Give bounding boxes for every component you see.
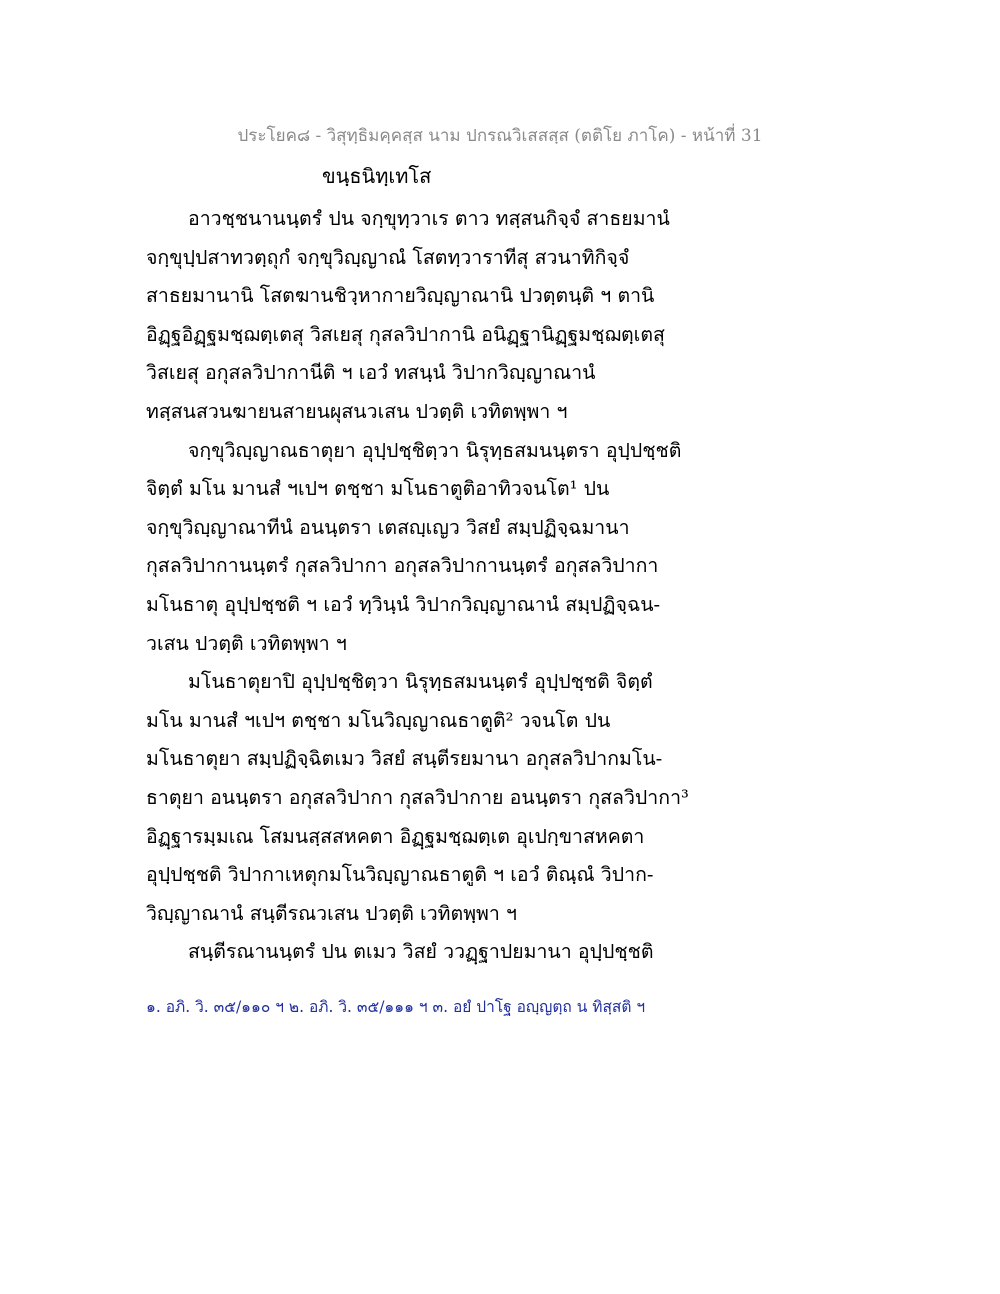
text-line: จกฺขุวิญฺญาณาทีนํ อนนฺตรา เตสญฺเญว วิสยํ สมฺปฏิจฺฉมานา [146,515,630,539]
running-header: ประโยค๘ - วิสุทฺธิมคฺคสฺส นาม ปกรณวิเสสสฺส (ตติโย ภาโค) - หน้าที่ 31 [237,126,763,146]
text-line: มโนธาตุ อุปฺปชฺชติ ฯ เอวํ ทฺวินฺนํ วิปากวิญฺญาณานํ สมฺปฏิจฺฉน- [146,592,661,616]
text-line: ธาตุยา อนนฺตรา อกุสลวิปากา กุสลวิปากาย อนนฺตรา กุสลวิปากา³ [146,785,689,809]
text-line: กุสลวิปากานนฺตรํ กุสลวิปากา อกุสลวิปากานนฺตรํ อกุสลวิปากา [146,554,659,578]
text-line: สาธยมานานิ โสตฆานชิวฺหากายวิญฺญาณานิ ปวตฺตนฺติ ฯ ตานิ [146,284,655,308]
text-line: มโนธาตุยาปิ อุปฺปชฺชิตฺวา นิรุทฺธสมนนฺตรํ อุปฺปชฺชติ จิตฺตํ [188,670,653,694]
body-text [146,200,689,972]
text-line: อุปฺปชฺชติ วิปากาเหตุกมโนวิญฺญาณธาตูติ ฯ เอวํ ติณฺณํ วิปาก- [146,863,654,887]
text-line: อิฏฺฐารมฺมเณ โสมนสฺสสหคตา อิฏฺฐมชฺฌตฺเต อุเปกฺขาสหคตา [146,824,645,848]
text-line: วิสเยสุ อกุสลวิปากานีติ ฯ เอวํ ทสนฺนํ วิปากวิญฺญาณานํ [146,361,596,385]
text-line: จกฺขุวิญฺญาณธาตุยา อุปฺปชฺชิตฺวา นิรุทฺธสมนนฺตรา อุปฺปชฺชติ [188,438,682,462]
text-line: อิฏฺฐอิฏฺฐมชฺฌตฺเตสุ วิสเยสุ กุสลวิปากานิ อนิฏฺฐานิฏฺฐมชฺฌตฺเตสุ [146,322,665,346]
text-line: วเสน ปวตฺติ เวทิตพฺพา ฯ [146,631,347,655]
text-line: มโน มานสํ ฯเปฯ ตชฺชา มโนวิญฺญาณธาตูติ² วจนโต ปน [146,708,611,732]
text-line: วิญฺญาณานํ สนฺตีรณวเสน ปวตฺติ เวทิตพฺพา ฯ [146,901,517,925]
text-line: ทสฺสนสวนฆายนสายนผุสนวเสน ปวตฺติ เวทิตพฺพา ฯ [146,399,568,423]
section-title: ขนฺธนิทฺเทโส [322,164,432,188]
text-line: จิตฺตํ มโน มานสํ ฯเปฯ ตชฺชา มโนธาตูติอาทิวจนโต¹ ปน [146,477,610,501]
text-line: อาวชฺชนานนฺตรํ ปน จกฺขุทฺวาเร ตาว ทสฺสนกิจฺจํ สาธยมานํ [188,207,670,230]
text-line: มโนธาตุยา สมฺปฏิจฺฉิตเมว วิสยํ สนฺตีรยมานา อกุสลวิปากมโน- [146,747,663,771]
footnote: ๑. อภิ. วิ. ๓๕/๑๑๐ ฯ ๒. อภิ. วิ. ๓๕/๑๑๑ ฯ ๓. อยํ ปาโฐ อญฺญตฺถ น ทิสฺสติ ฯ [146,998,646,1016]
text-line: สนฺตีรณานนฺตรํ ปน ตเมว วิสยํ ววฏฺฐาปยมานา อุปฺปชฺชติ [188,940,654,964]
text-line: จกฺขุปฺปสาทวตฺถุกํ จกฺขุวิญฺญาณํ โสตทฺวาราทีสุ สวนาทิกิจฺจํ [146,245,630,269]
